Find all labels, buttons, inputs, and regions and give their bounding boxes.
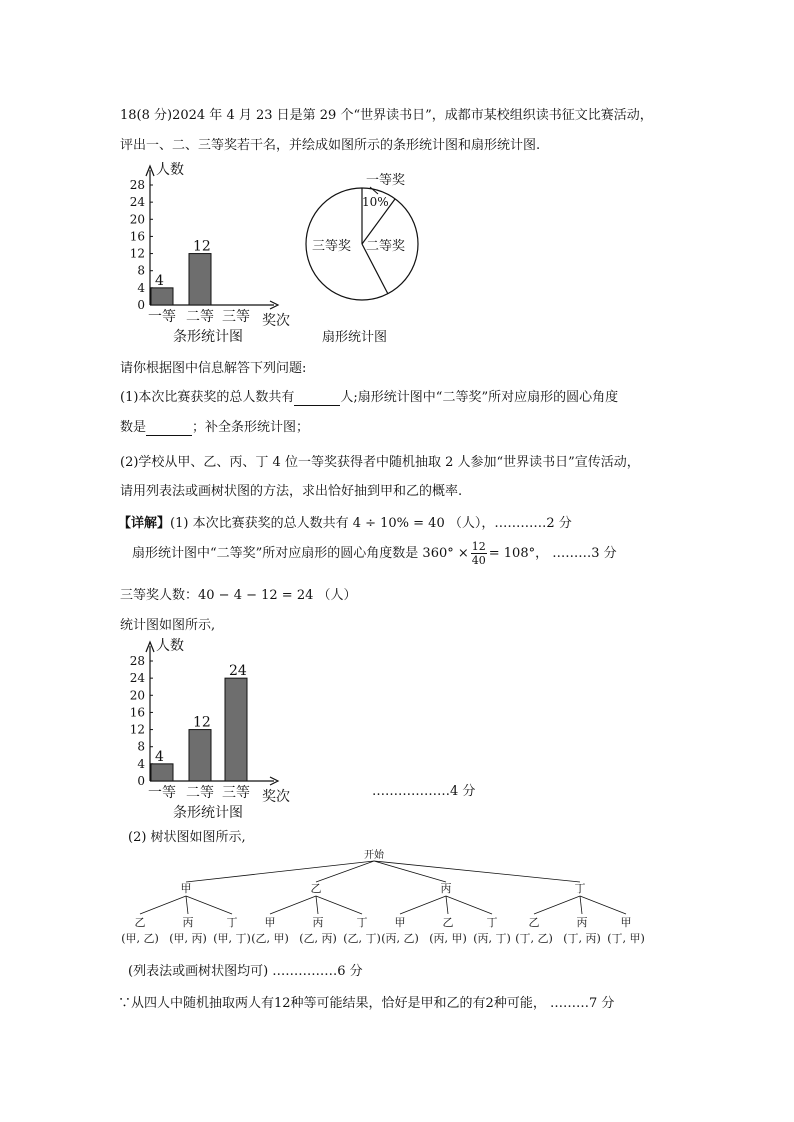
bar <box>151 764 173 781</box>
tree-node-level1: 丁 <box>574 882 586 895</box>
tree-node-level1: 丙 <box>440 882 452 895</box>
tree-edge <box>140 896 186 914</box>
y-tick-label: 16 <box>129 229 145 244</box>
tree-node-level2: 丁 <box>486 916 498 929</box>
problem-line-2: 评出一、二、三等奖若干名，并绘成如图所示的条形统计图和扇形统计图. <box>120 138 541 153</box>
x-axis-label: 奖次 <box>262 789 290 805</box>
bar-value-label: 12 <box>193 714 211 731</box>
tree-edge <box>186 896 188 914</box>
tree-node-level2: 甲 <box>264 916 276 929</box>
pie-label-percent: 10% <box>362 195 389 209</box>
tree-outcome: (丙, 乙) <box>381 932 419 945</box>
y-tick-label: 4 <box>137 756 145 771</box>
problem-line-1: 18(8 分)2024 年 4 月 23 日是第 29 个“世界读书日”，成都市某校组织读书征文比赛活动， <box>120 108 653 123</box>
tree-edge <box>534 896 580 914</box>
y-tick-label: 12 <box>129 722 145 737</box>
bar <box>189 730 211 781</box>
x-tick-label: 三等 <box>222 309 250 325</box>
x-tick-label: 二等 <box>186 309 214 325</box>
answer-blank-angle[interactable] <box>146 420 192 436</box>
intro-line: 请你根据图中信息解答下列问题: <box>120 361 307 376</box>
y-axis-label: 人数 <box>156 638 184 654</box>
tree-outcome: (甲, 丙) <box>169 932 207 945</box>
tree-edge <box>270 896 316 914</box>
y-tick-label: 24 <box>129 195 145 210</box>
tree-node-level2: 乙 <box>442 916 454 929</box>
y-tick-label: 24 <box>129 671 145 686</box>
tree-intro: (2) 树状图如图所示, <box>128 830 246 845</box>
x-tick-label: 一等 <box>148 309 176 325</box>
pie-label-first: 一等奖 <box>366 173 406 188</box>
y-tick-label: 0 <box>137 298 145 312</box>
tree-node-level1: 乙 <box>310 882 322 895</box>
y-tick-label: 8 <box>137 263 145 278</box>
fraction-denominator: 40 <box>471 554 486 567</box>
solution-step-1: (1) 本次比赛获奖的总人数共有 4 ÷ 10% = 40 （人），…………2 分 <box>170 516 572 531</box>
y-tick-label: 0 <box>137 774 145 788</box>
tree-node-level2: 乙 <box>134 916 146 929</box>
tree-node-level2: 丙 <box>576 916 588 929</box>
tree-edge <box>580 896 582 914</box>
y-axis-label: 人数 <box>156 162 184 178</box>
y-tick-label: 20 <box>129 688 145 703</box>
tree-diagram <box>110 848 670 948</box>
tree-outcome: (丙, 丁) <box>473 932 511 945</box>
bar-value-label: 4 <box>155 272 164 289</box>
y-tick-label: 16 <box>129 705 145 720</box>
tree-root: 开始 <box>364 850 384 861</box>
bar-chart-completed <box>118 636 298 822</box>
y-tick-label: 28 <box>129 654 145 668</box>
y-tick-label: 8 <box>137 739 145 754</box>
question-1-line-2 <box>120 416 309 436</box>
final-line: ∵从四人中随机抽取两人有12种等可能结果，恰好是甲和乙的有2种可能， ………7 分 <box>118 996 615 1011</box>
bar <box>225 678 247 781</box>
tree-node-level2: 丁 <box>356 916 368 929</box>
question-1-line <box>120 386 618 406</box>
tree-outcome: (乙, 丙) <box>299 932 337 945</box>
solution-line-2 <box>132 540 617 567</box>
tree-edge <box>374 861 446 882</box>
solution-step-2-b: = 108°， ………3 分 <box>488 546 617 561</box>
x-tick-label: 二等 <box>186 785 214 801</box>
bar-chart-question <box>118 160 298 350</box>
tree-node-level2: 甲 <box>394 916 406 929</box>
score-4: ………………4 分 <box>372 784 476 799</box>
x-tick-label: 一等 <box>148 785 176 801</box>
tree-outcome: (丙, 甲) <box>429 932 467 945</box>
question-1-text-b: 人;扇形统计图中“二等奖”所对应扇形的圆心角度 <box>340 390 619 405</box>
tree-edge <box>374 861 580 882</box>
tree-edge <box>446 896 492 914</box>
solution-step-3: 三等奖人数：40 − 4 − 12 = 24 （人） <box>120 588 357 603</box>
pie-label-second: 二等奖 <box>366 239 406 254</box>
tree-outcome: (乙, 甲) <box>251 932 289 945</box>
tree-outcome: (丁, 甲) <box>607 932 645 945</box>
question-2-line-2: 请用列表法或画树状图的方法，求出恰好抽到甲和乙的概率. <box>120 484 463 499</box>
answer-blank-total[interactable] <box>294 390 340 406</box>
tree-node-level2: 丁 <box>226 916 238 929</box>
tree-outcome: (丁, 乙) <box>515 932 553 945</box>
tree-note: (列表法或画树状图均可) ……………6 分 <box>128 964 363 979</box>
tree-edge <box>316 896 362 914</box>
pie-title: 扇形统计图 <box>322 330 388 345</box>
x-tick-label: 三等 <box>222 785 250 801</box>
x-axis-label: 奖次 <box>262 313 290 329</box>
y-tick-label: 4 <box>137 280 145 295</box>
fraction-numerator: 12 <box>471 540 486 553</box>
pie-chart <box>300 164 440 349</box>
y-tick-label: 20 <box>129 212 145 227</box>
fraction <box>471 540 487 567</box>
tree-edge <box>580 896 626 914</box>
detail-tag: 【详解】 <box>118 516 171 531</box>
tree-edge <box>316 896 318 914</box>
pie-label-third: 三等奖 <box>312 239 352 254</box>
tree-outcome: (甲, 丁) <box>213 932 251 945</box>
y-tick-label: 28 <box>129 178 145 192</box>
tree-node-level2: 甲 <box>620 916 632 929</box>
tree-outcome: (甲, 乙) <box>121 932 159 945</box>
chart-title: 条形统计图 <box>173 329 243 345</box>
tree-node-level1: 甲 <box>180 882 192 895</box>
bar-value-label: 12 <box>193 238 211 255</box>
tree-node-level2: 丙 <box>312 916 324 929</box>
bar-value-label: 4 <box>155 748 164 765</box>
bar-value-label: 24 <box>229 663 247 680</box>
tree-node-level2: 乙 <box>528 916 540 929</box>
question-1-text-c: 数是 <box>120 420 147 435</box>
tree-edge <box>186 896 232 914</box>
solution-line-1 <box>118 512 572 531</box>
tree-node-level2: 丙 <box>182 916 194 929</box>
tree-edge <box>446 896 448 914</box>
solution-step-4: 统计图如图所示, <box>120 618 216 633</box>
question-1-text-d: ；补全条形统计图； <box>192 420 310 435</box>
question-1-text-a: (1)本次比赛获奖的总人数共有 <box>120 390 295 405</box>
bar <box>151 288 173 305</box>
y-tick-label: 12 <box>129 246 145 261</box>
tree-outcome: (丁, 丙) <box>563 932 601 945</box>
tree-outcome: (乙, 丁) <box>343 932 381 945</box>
solution-step-2-a: 扇形统计图中“二等奖”所对应扇形的圆心角度数是 360° × <box>132 546 469 561</box>
tree-edge <box>400 896 446 914</box>
chart-title: 条形统计图 <box>173 805 243 821</box>
question-2-line-1: (2)学校从甲、乙、丙、丁 4 位一等奖获得者中随机抽取 2 人参加“世界读书日”宣传活动， <box>120 455 640 470</box>
bar <box>189 254 211 305</box>
